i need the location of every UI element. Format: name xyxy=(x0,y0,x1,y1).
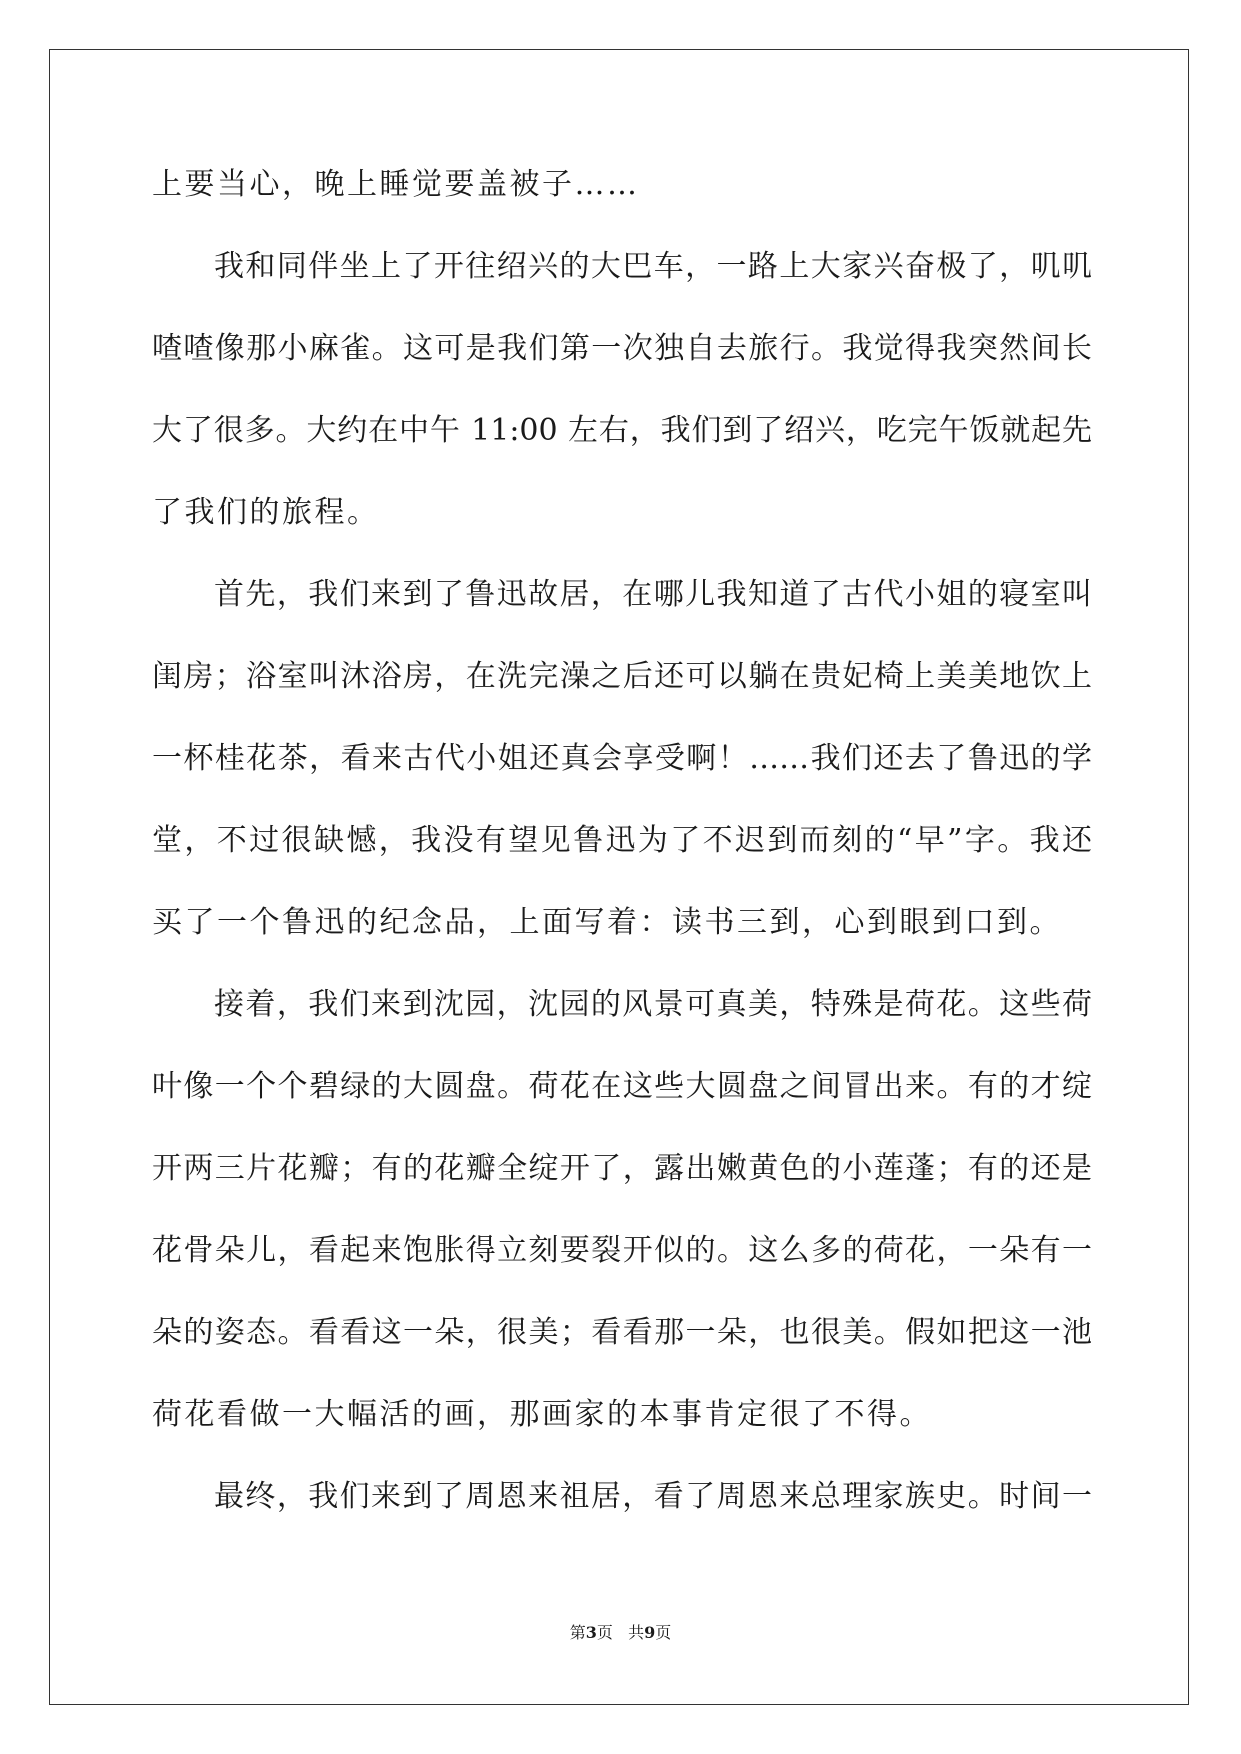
text-line: 闺房；浴室叫沐浴房，在洗完澡之后还可以躺在贵妃椅上美美地饮上 xyxy=(152,659,1092,694)
text-line: 叶像一个个碧绿的大圆盘。荷花在这些大圆盘之间冒出来。有的才绽 xyxy=(152,1069,1092,1104)
text-line: 喳喳像那小麻雀。这可是我们第一次独自去旅行。我觉得我突然间长 xyxy=(152,331,1092,366)
text-line: 买了一个鲁迅的纪念品，上面写着：读书三到，心到眼到口到。 xyxy=(152,905,1062,940)
page-prefix: 第 xyxy=(569,1623,586,1642)
total-pages: 9 xyxy=(644,1623,656,1642)
text-line: 最终，我们来到了周恩来祖居，看了周恩来总理家族史。时间一 xyxy=(214,1479,1092,1514)
text-line: 大了很多。大约在中午 11:00 左右，我们到了绍兴，吃完午饭就起先 xyxy=(152,413,1092,448)
text-line: 开两三片花瓣；有的花瓣全绽开了，露出嫩黄色的小莲蓬；有的还是 xyxy=(152,1151,1092,1186)
total-suffix: 页 xyxy=(655,1623,672,1642)
text-line: 我和同伴坐上了开往绍兴的大巴车，一路上大家兴奋极了，叽叽 xyxy=(214,249,1092,284)
page-number: 3 xyxy=(585,1623,597,1642)
text-line: 上要当心，晚上睡觉要盖被子…… xyxy=(152,167,640,202)
total-prefix: 共 xyxy=(628,1623,645,1642)
text-line: 接着，我们来到沈园，沈园的风景可真美，特殊是荷花。这些荷 xyxy=(214,987,1092,1022)
text-line: 一杯桂花茶，看来古代小姐还真会享受啊！……我们还去了鲁迅的学 xyxy=(152,741,1092,776)
text-line: 了我们的旅程。 xyxy=(152,495,380,530)
page-footer xyxy=(0,1623,1241,1643)
text-line: 花骨朵儿，看起来饱胀得立刻要裂开似的。这么多的荷花，一朵有一 xyxy=(152,1233,1092,1268)
page-suffix: 页 xyxy=(596,1623,613,1642)
text-line: 朵的姿态。看看这一朵，很美；看看那一朵，也很美。假如把这一池 xyxy=(152,1315,1092,1350)
document-body xyxy=(152,152,1092,1546)
text-line: 荷花看做一大幅活的画，那画家的本事肯定很了不得。 xyxy=(152,1397,932,1432)
text-line: 堂，不过很缺憾，我没有望见鲁迅为了不迟到而刻的“早”字。我还 xyxy=(152,823,1092,858)
text-line: 首先，我们来到了鲁迅故居，在哪儿我知道了古代小姐的寝室叫 xyxy=(214,577,1092,612)
